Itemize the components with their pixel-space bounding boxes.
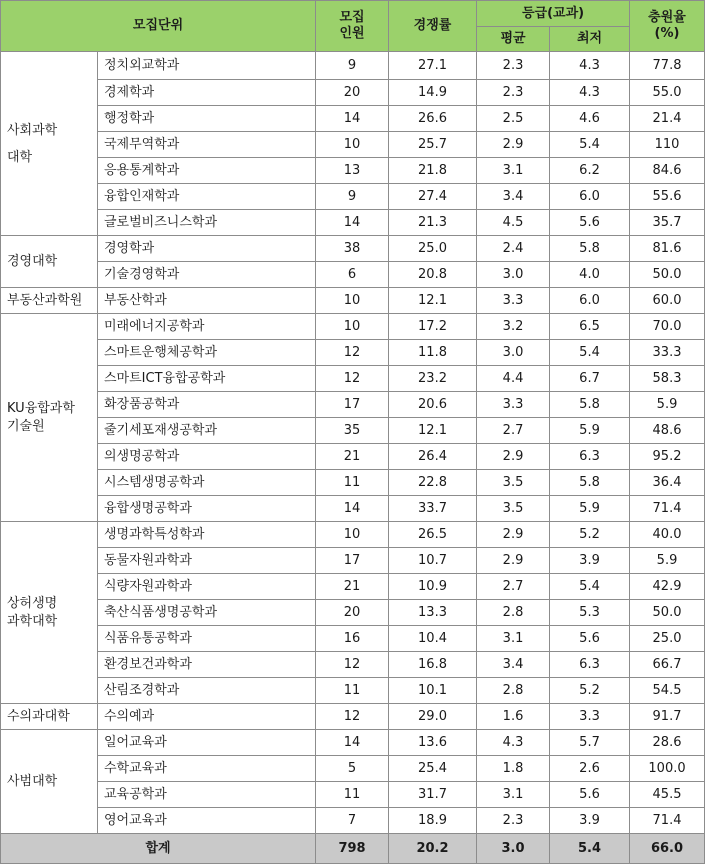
competition-rate: 13.3 [389,600,477,626]
grade-avg: 1.8 [477,756,550,782]
fill-rate: 100.0 [630,756,705,782]
grade-avg: 2.9 [477,444,550,470]
fill-rate: 40.0 [630,522,705,548]
grade-min: 5.4 [550,340,630,366]
grade-min: 5.9 [550,496,630,522]
grade-min: 5.6 [550,626,630,652]
grade-min: 5.8 [550,392,630,418]
recruit-count: 12 [316,652,389,678]
table-row [1,288,705,314]
table-row [1,106,705,132]
competition-rate: 33.7 [389,496,477,522]
table-row [1,184,705,210]
competition-rate: 27.1 [389,52,477,80]
grade-avg: 2.9 [477,132,550,158]
recruit-count: 38 [316,236,389,262]
table-row [1,262,705,288]
grade-avg: 3.1 [477,782,550,808]
grade-min: 5.6 [550,782,630,808]
grade-min: 5.8 [550,470,630,496]
grade-min: 3.9 [550,808,630,834]
header-grade-avg: 평균 [477,27,550,52]
competition-rate: 25.0 [389,236,477,262]
header-grade-min: 최저 [550,27,630,52]
grade-avg: 2.8 [477,600,550,626]
table-row [1,210,705,236]
recruit-count: 11 [316,470,389,496]
grade-avg: 1.6 [477,704,550,730]
fill-rate: 110 [630,132,705,158]
competition-rate: 16.8 [389,652,477,678]
competition-rate: 26.4 [389,444,477,470]
recruit-count: 10 [316,314,389,340]
fill-rate: 54.5 [630,678,705,704]
recruit-count: 7 [316,808,389,834]
department-name: 행정학과 [98,106,316,132]
total-grade-avg: 3.0 [477,834,550,864]
department-name: 경제학과 [98,80,316,106]
department-name: 스마트운행체공학과 [98,340,316,366]
fill-rate: 48.6 [630,418,705,444]
department-name: 융합인재학과 [98,184,316,210]
table-row [1,678,705,704]
fill-rate: 50.0 [630,600,705,626]
fill-rate: 95.2 [630,444,705,470]
recruit-count: 16 [316,626,389,652]
recruit-count: 14 [316,106,389,132]
grade-min: 5.2 [550,522,630,548]
grade-min: 6.3 [550,444,630,470]
table-row [1,600,705,626]
recruit-count: 14 [316,730,389,756]
header-fill-rate: 충원율 (%) [630,1,705,52]
fill-rate: 84.6 [630,158,705,184]
grade-min: 6.2 [550,158,630,184]
competition-rate: 17.2 [389,314,477,340]
grade-min: 2.6 [550,756,630,782]
competition-rate: 10.4 [389,626,477,652]
college-name: 상허생명 과학대학 [1,522,98,704]
grade-avg: 2.3 [477,52,550,80]
recruit-count: 14 [316,496,389,522]
department-name: 수학교육과 [98,756,316,782]
grade-min: 6.0 [550,184,630,210]
department-name: 응용통계학과 [98,158,316,184]
competition-rate: 14.9 [389,80,477,106]
grade-avg: 2.7 [477,418,550,444]
grade-avg: 3.0 [477,340,550,366]
grade-avg: 2.9 [477,548,550,574]
recruit-count: 12 [316,366,389,392]
college-name: KU융합과학 기술원 [1,314,98,522]
recruit-count: 35 [316,418,389,444]
fill-rate: 55.0 [630,80,705,106]
recruit-count: 20 [316,600,389,626]
college-name: 경영대학 [1,236,98,288]
college-name: 부동산과학원 [1,288,98,314]
grade-avg: 2.4 [477,236,550,262]
table-row [1,366,705,392]
total-recruit: 798 [316,834,389,864]
competition-rate: 20.6 [389,392,477,418]
recruit-count: 9 [316,52,389,80]
grade-min: 5.2 [550,678,630,704]
grade-min: 4.6 [550,106,630,132]
table-row [1,158,705,184]
department-name: 식품유통공학과 [98,626,316,652]
competition-rate: 25.7 [389,132,477,158]
table-row [1,52,705,80]
competition-rate: 18.9 [389,808,477,834]
grade-min: 6.7 [550,366,630,392]
grade-avg: 2.5 [477,106,550,132]
header-unit: 모집단위 [1,1,316,52]
competition-rate: 10.7 [389,548,477,574]
recruit-count: 21 [316,444,389,470]
grade-avg: 3.5 [477,470,550,496]
department-name: 글로벌비즈니스학과 [98,210,316,236]
competition-rate: 10.1 [389,678,477,704]
recruit-count: 12 [316,704,389,730]
competition-rate: 20.8 [389,262,477,288]
grade-avg: 3.3 [477,288,550,314]
college-name: 사회과학 대학 [1,52,98,236]
table-row [1,782,705,808]
grade-avg: 3.0 [477,262,550,288]
grade-min: 5.3 [550,600,630,626]
competition-rate: 21.3 [389,210,477,236]
table-row [1,756,705,782]
fill-rate: 77.8 [630,52,705,80]
department-name: 시스템생명공학과 [98,470,316,496]
grade-min: 5.8 [550,236,630,262]
grade-avg: 3.1 [477,158,550,184]
grade-min: 3.3 [550,704,630,730]
fill-rate: 45.5 [630,782,705,808]
department-name: 기술경영학과 [98,262,316,288]
grade-avg: 3.4 [477,184,550,210]
recruit-count: 6 [316,262,389,288]
department-name: 영어교육과 [98,808,316,834]
table-row [1,80,705,106]
competition-rate: 26.6 [389,106,477,132]
fill-rate: 60.0 [630,288,705,314]
table-row [1,522,705,548]
fill-rate: 21.4 [630,106,705,132]
department-name: 교육공학과 [98,782,316,808]
competition-rate: 12.1 [389,418,477,444]
fill-rate: 91.7 [630,704,705,730]
fill-rate: 33.3 [630,340,705,366]
recruit-count: 17 [316,548,389,574]
competition-rate: 12.1 [389,288,477,314]
department-name: 줄기세포재생공학과 [98,418,316,444]
recruit-count: 5 [316,756,389,782]
department-name: 융합생명공학과 [98,496,316,522]
competition-rate: 10.9 [389,574,477,600]
competition-rate: 23.2 [389,366,477,392]
grade-min: 6.5 [550,314,630,340]
table-row [1,470,705,496]
recruit-count: 12 [316,340,389,366]
department-name: 부동산학과 [98,288,316,314]
grade-avg: 3.4 [477,652,550,678]
table-row [1,652,705,678]
competition-rate: 29.0 [389,704,477,730]
college-name: 사범대학 [1,730,98,834]
fill-rate: 5.9 [630,548,705,574]
table-row [1,392,705,418]
table-row [1,340,705,366]
department-name: 화장품공학과 [98,392,316,418]
grade-min: 5.7 [550,730,630,756]
department-name: 일어교육과 [98,730,316,756]
grade-min: 5.6 [550,210,630,236]
grade-avg: 3.2 [477,314,550,340]
grade-avg: 2.9 [477,522,550,548]
department-name: 식량자원과학과 [98,574,316,600]
fill-rate: 25.0 [630,626,705,652]
grade-min: 5.9 [550,418,630,444]
competition-rate: 31.7 [389,782,477,808]
total-label: 합계 [1,834,316,864]
grade-min: 4.0 [550,262,630,288]
grade-avg: 4.3 [477,730,550,756]
recruit-count: 14 [316,210,389,236]
grade-avg: 2.8 [477,678,550,704]
grade-min: 4.3 [550,52,630,80]
fill-rate: 81.6 [630,236,705,262]
header-recruit: 모집 인원 [316,1,389,52]
competition-rate: 27.4 [389,184,477,210]
competition-rate: 11.8 [389,340,477,366]
grade-avg: 2.3 [477,80,550,106]
grade-avg: 2.3 [477,808,550,834]
department-name: 동물자원과학과 [98,548,316,574]
grade-min: 3.9 [550,548,630,574]
department-name: 환경보건과학과 [98,652,316,678]
department-name: 생명과학특성학과 [98,522,316,548]
competition-rate: 13.6 [389,730,477,756]
department-name: 미래에너지공학과 [98,314,316,340]
recruit-count: 9 [316,184,389,210]
fill-rate: 35.7 [630,210,705,236]
grade-avg: 3.5 [477,496,550,522]
grade-avg: 4.4 [477,366,550,392]
fill-rate: 50.0 [630,262,705,288]
table-row [1,704,705,730]
grade-avg: 2.7 [477,574,550,600]
fill-rate: 28.6 [630,730,705,756]
department-name: 국제무역학과 [98,132,316,158]
total-grade-min: 5.4 [550,834,630,864]
header-grade: 등급(교과) [477,1,630,27]
grade-avg: 4.5 [477,210,550,236]
department-name: 의생명공학과 [98,444,316,470]
fill-rate: 58.3 [630,366,705,392]
fill-rate: 36.4 [630,470,705,496]
total-fill-rate: 66.0 [630,834,705,864]
recruit-count: 10 [316,522,389,548]
total-row [1,834,705,864]
table-row [1,626,705,652]
table-row [1,574,705,600]
grade-min: 4.3 [550,80,630,106]
table-row [1,808,705,834]
grade-avg: 3.1 [477,626,550,652]
table-row [1,444,705,470]
grade-avg: 3.3 [477,392,550,418]
department-name: 축산식품생명공학과 [98,600,316,626]
recruit-count: 11 [316,678,389,704]
fill-rate: 42.9 [630,574,705,600]
competition-rate: 22.8 [389,470,477,496]
fill-rate: 71.4 [630,496,705,522]
recruit-count: 11 [316,782,389,808]
department-name: 스마트ICT융합공학과 [98,366,316,392]
grade-min: 5.4 [550,132,630,158]
department-name: 수의예과 [98,704,316,730]
table-row [1,730,705,756]
recruit-count: 17 [316,392,389,418]
fill-rate: 70.0 [630,314,705,340]
table-row [1,132,705,158]
recruit-count: 13 [316,158,389,184]
fill-rate: 5.9 [630,392,705,418]
table-row [1,548,705,574]
table-row [1,236,705,262]
table-row [1,418,705,444]
fill-rate: 66.7 [630,652,705,678]
header-competition: 경쟁률 [389,1,477,52]
table-row [1,314,705,340]
table-body [1,52,705,834]
grade-min: 6.3 [550,652,630,678]
recruit-count: 10 [316,288,389,314]
competition-rate: 26.5 [389,522,477,548]
college-name: 수의과대학 [1,704,98,730]
department-name: 정치외교학과 [98,52,316,80]
grade-min: 5.4 [550,574,630,600]
fill-rate: 55.6 [630,184,705,210]
recruit-count: 20 [316,80,389,106]
recruit-count: 21 [316,574,389,600]
department-name: 산림조경학과 [98,678,316,704]
recruit-count: 10 [316,132,389,158]
fill-rate: 71.4 [630,808,705,834]
total-competition: 20.2 [389,834,477,864]
table-row [1,496,705,522]
grade-min: 6.0 [550,288,630,314]
competition-rate: 21.8 [389,158,477,184]
competition-rate: 25.4 [389,756,477,782]
department-name: 경영학과 [98,236,316,262]
